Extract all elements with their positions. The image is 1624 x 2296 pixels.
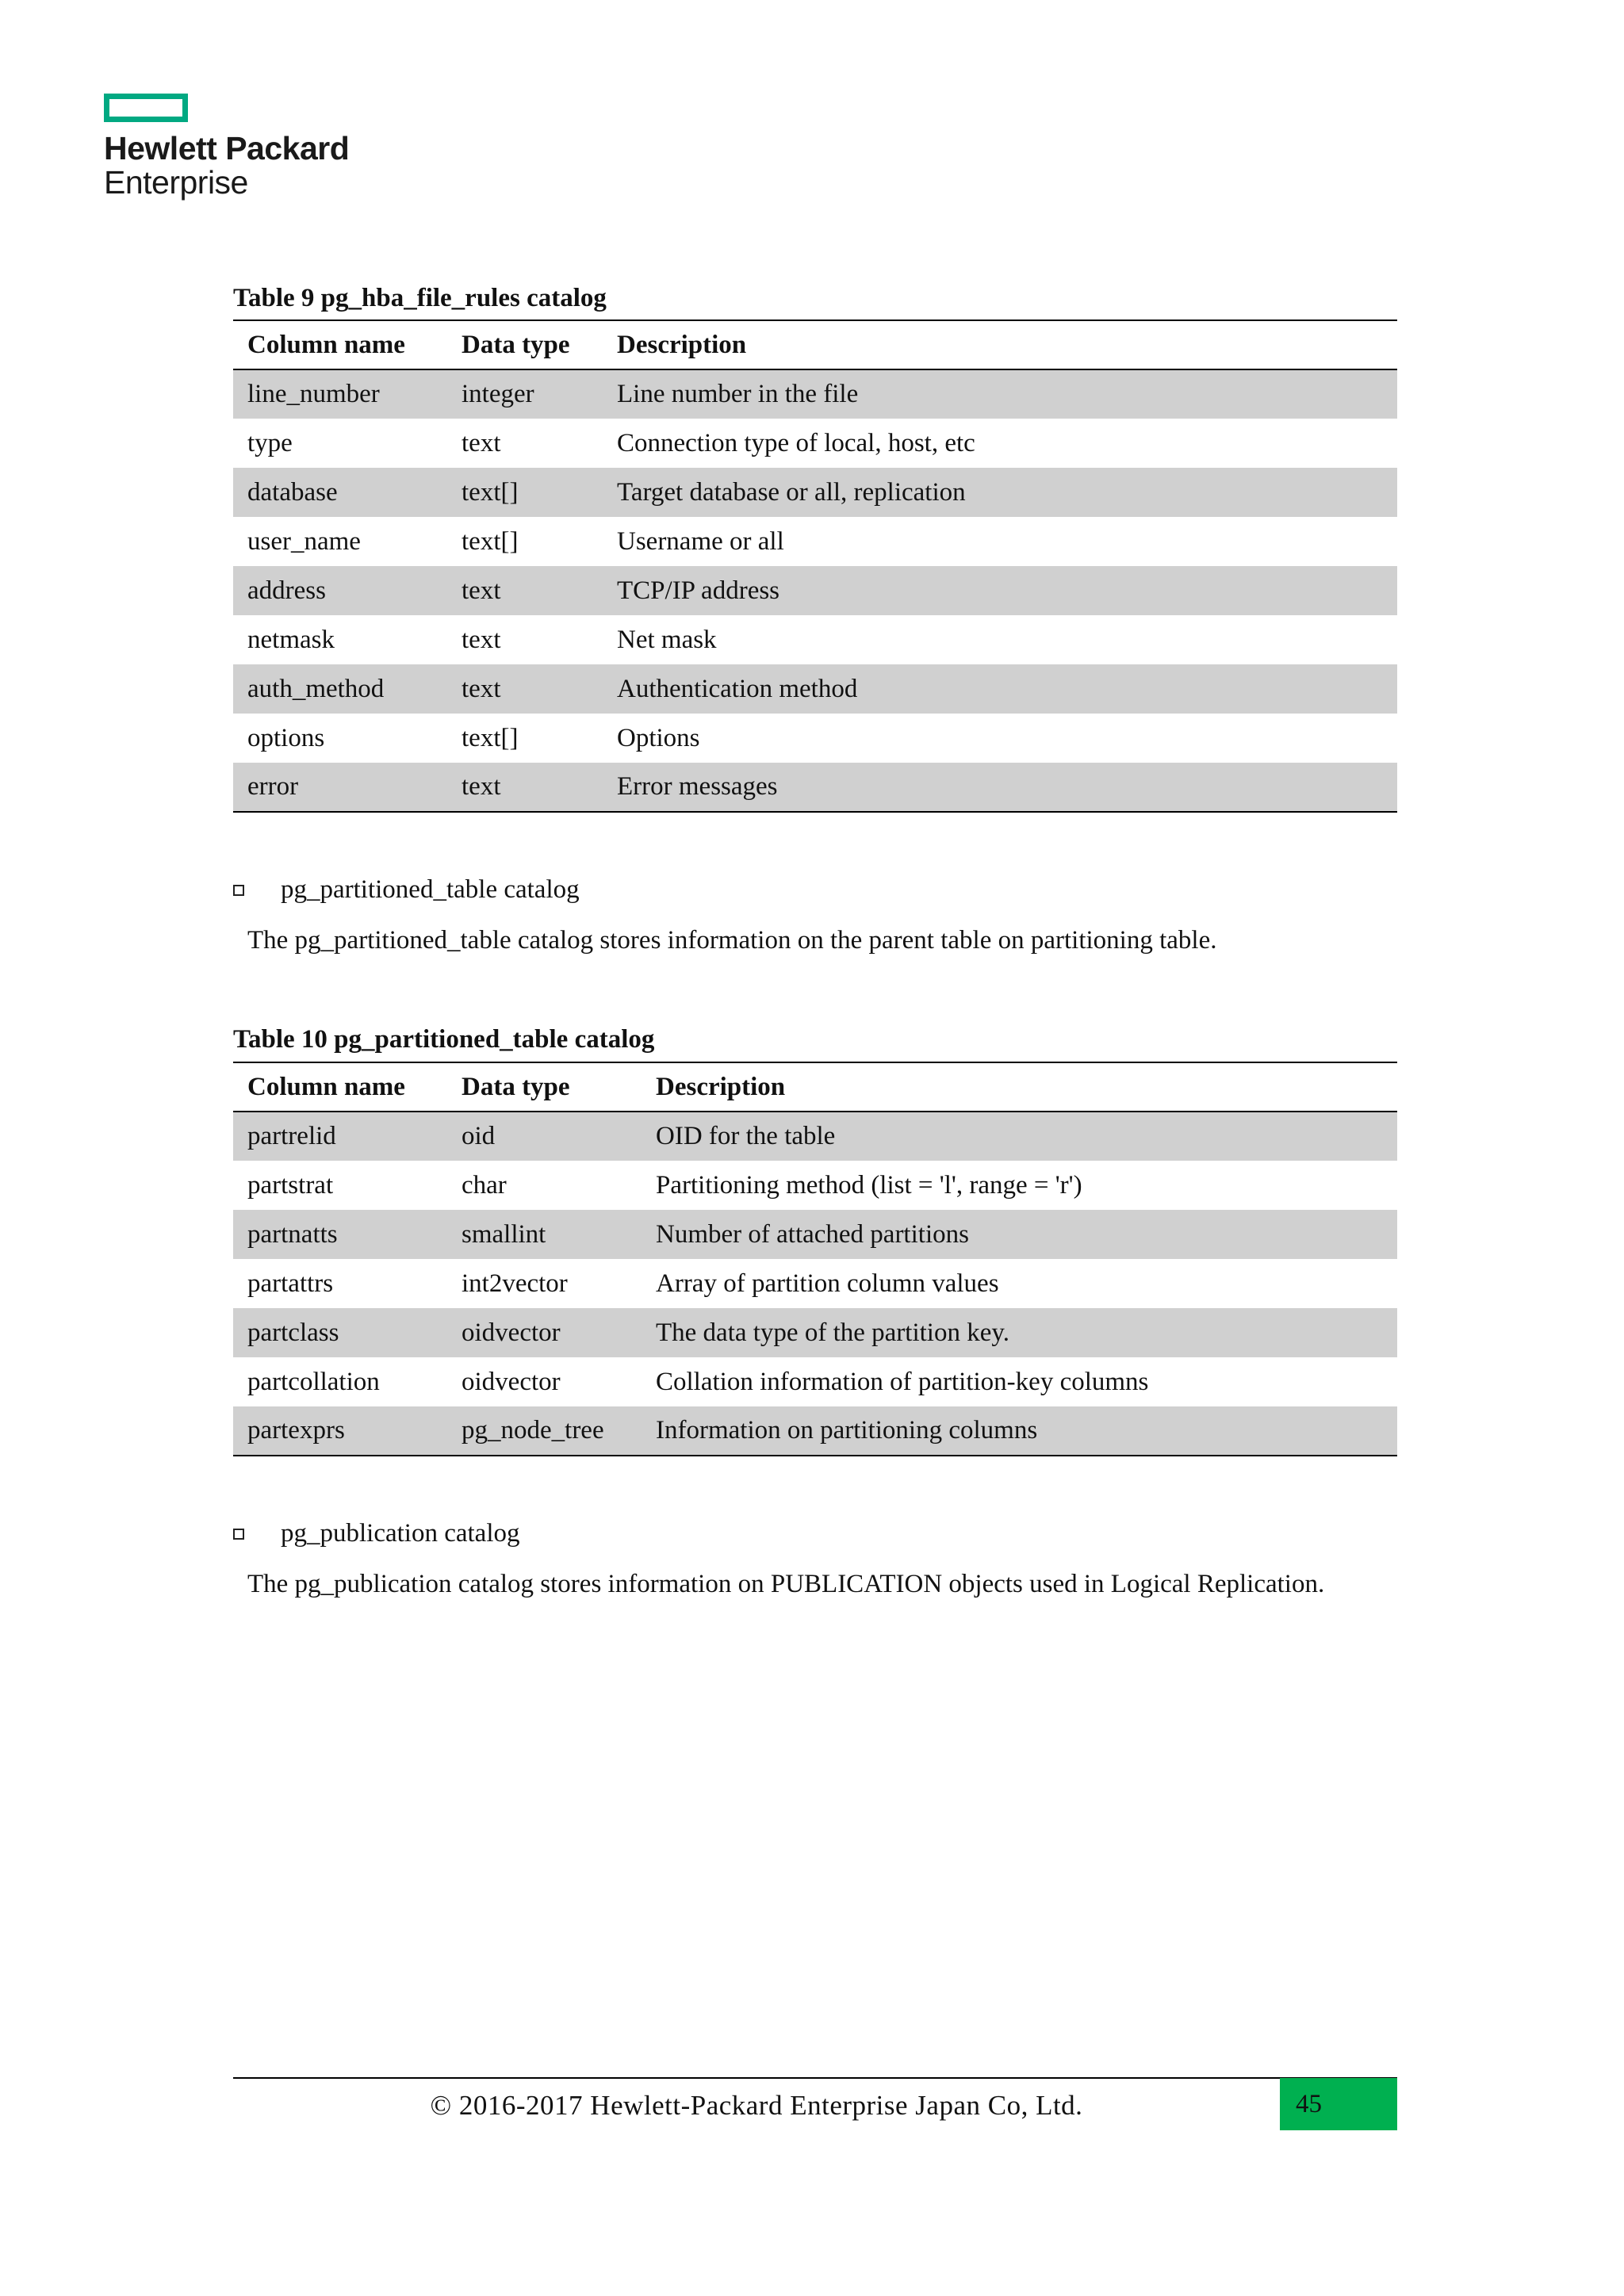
section-paragraph-publication: The pg_publication catalog stores information on PUBLICATION objects used in Logical Replication.	[247, 1570, 1325, 1598]
logo-text-line1: Hewlett Packard	[104, 130, 350, 166]
table10-header-description: Description	[642, 1062, 1397, 1112]
table10-header-data-type: Data type	[447, 1062, 642, 1112]
square-bullet-icon	[233, 1529, 244, 1540]
logo-text-line2: Enterprise	[104, 164, 248, 201]
cell-column-name: options	[247, 723, 325, 752]
cell-data-type: integer	[447, 369, 603, 419]
table-row	[233, 1161, 1397, 1210]
cell-description: Authentication method	[603, 664, 1397, 714]
cell-column-name: partexprs	[233, 1406, 447, 1456]
table-row	[233, 419, 1397, 468]
hpe-logo	[104, 94, 349, 199]
footer-divider	[233, 2077, 1397, 2079]
table-row	[233, 615, 1397, 664]
cell-description: Options	[617, 723, 700, 752]
cell-column-name: error	[233, 763, 447, 812]
cell-data-type: text[]	[462, 526, 519, 556]
footer-copyright: © 2016-2017 Hewlett-Packard Enterprise Japan Co, Ltd.	[430, 2090, 1083, 2121]
cell-column-name: database	[233, 468, 447, 517]
cell-column-name: user_name	[247, 526, 361, 556]
cell-data-type: smallint	[447, 1210, 642, 1259]
table9-header-data-type: Data type	[447, 320, 603, 369]
cell-description: Target database or all, replication	[603, 468, 1397, 517]
cell-data-type: text[]	[447, 468, 603, 517]
table-row	[233, 1357, 1397, 1406]
cell-description: Information on partitioning columns	[642, 1406, 1397, 1456]
section-heading-text: pg_partitioned_table catalog	[281, 875, 580, 904]
cell-column-name: partcollation	[247, 1367, 380, 1396]
table9	[233, 320, 1397, 813]
cell-data-type: int2vector	[462, 1269, 568, 1298]
cell-description: Collation information of partition-key columns	[656, 1367, 1149, 1396]
table10-header-row	[233, 1062, 1397, 1112]
cell-data-type: text	[447, 664, 603, 714]
cell-data-type: oid	[447, 1112, 642, 1161]
section-heading-text: pg_publication catalog	[281, 1519, 520, 1548]
square-bullet-icon	[233, 885, 244, 896]
table10-caption: Table 10 pg_partitioned_table catalog	[233, 1025, 655, 1054]
table-row	[233, 517, 1397, 566]
section-heading-partitioned-table	[233, 877, 580, 903]
cell-column-name: partnatts	[233, 1210, 447, 1259]
cell-column-name: type	[247, 428, 293, 457]
table-row	[233, 566, 1397, 615]
table-row	[233, 468, 1397, 517]
cell-column-name: partstrat	[247, 1170, 334, 1200]
cell-description: TCP/IP address	[603, 566, 1397, 615]
table9-header-row	[233, 320, 1397, 369]
cell-data-type: pg_node_tree	[447, 1406, 642, 1456]
cell-column-name: netmask	[247, 625, 335, 654]
cell-data-type: oidvector	[447, 1308, 642, 1357]
table-row	[233, 1112, 1397, 1161]
table-row	[233, 664, 1397, 714]
cell-data-type: text[]	[462, 723, 519, 752]
table-row	[233, 1406, 1397, 1456]
cell-data-type: text	[447, 763, 603, 812]
cell-column-name: partrelid	[233, 1112, 447, 1161]
table10	[233, 1062, 1397, 1456]
cell-data-type: char	[462, 1170, 507, 1200]
cell-description: Number of attached partitions	[642, 1210, 1397, 1259]
table10-header-column-name: Column name	[233, 1062, 447, 1112]
table-row	[233, 714, 1397, 763]
cell-description: OID for the table	[642, 1112, 1397, 1161]
cell-description: The data type of the partition key.	[642, 1308, 1397, 1357]
cell-data-type: text	[447, 566, 603, 615]
table-row	[233, 1308, 1397, 1357]
cell-column-name: auth_method	[233, 664, 447, 714]
section-paragraph-partitioned-table: The pg_partitioned_table catalog stores information on the parent table on partitioning table.	[247, 926, 1217, 955]
page-number-badge: 45	[1280, 2078, 1397, 2130]
cell-description: Line number in the file	[603, 369, 1397, 419]
hpe-logo-mark	[104, 94, 188, 122]
cell-column-name: line_number	[233, 369, 447, 419]
cell-data-type: text	[462, 625, 501, 654]
table-row	[233, 1259, 1397, 1308]
cell-description: Partitioning method (list = 'l', range = 'r')	[656, 1170, 1082, 1200]
cell-description: Error messages	[603, 763, 1397, 812]
table9-caption: Table 9 pg_hba_file_rules catalog	[233, 284, 607, 312]
cell-description: Net mask	[617, 625, 717, 654]
section-heading-publication	[233, 1521, 520, 1547]
cell-column-name: partclass	[233, 1308, 447, 1357]
cell-data-type: oidvector	[462, 1367, 561, 1396]
table9-header-description: Description	[603, 320, 1397, 369]
table-row	[233, 369, 1397, 419]
cell-description: Connection type of local, host, etc	[617, 428, 975, 457]
cell-data-type: text	[462, 428, 501, 457]
cell-description: Array of partition column values	[656, 1269, 999, 1298]
table9-header-column-name: Column name	[233, 320, 447, 369]
cell-column-name: address	[233, 566, 447, 615]
table-row	[233, 1210, 1397, 1259]
cell-column-name: partattrs	[247, 1269, 334, 1298]
cell-description: Username or all	[617, 526, 784, 556]
table-row	[233, 763, 1397, 812]
